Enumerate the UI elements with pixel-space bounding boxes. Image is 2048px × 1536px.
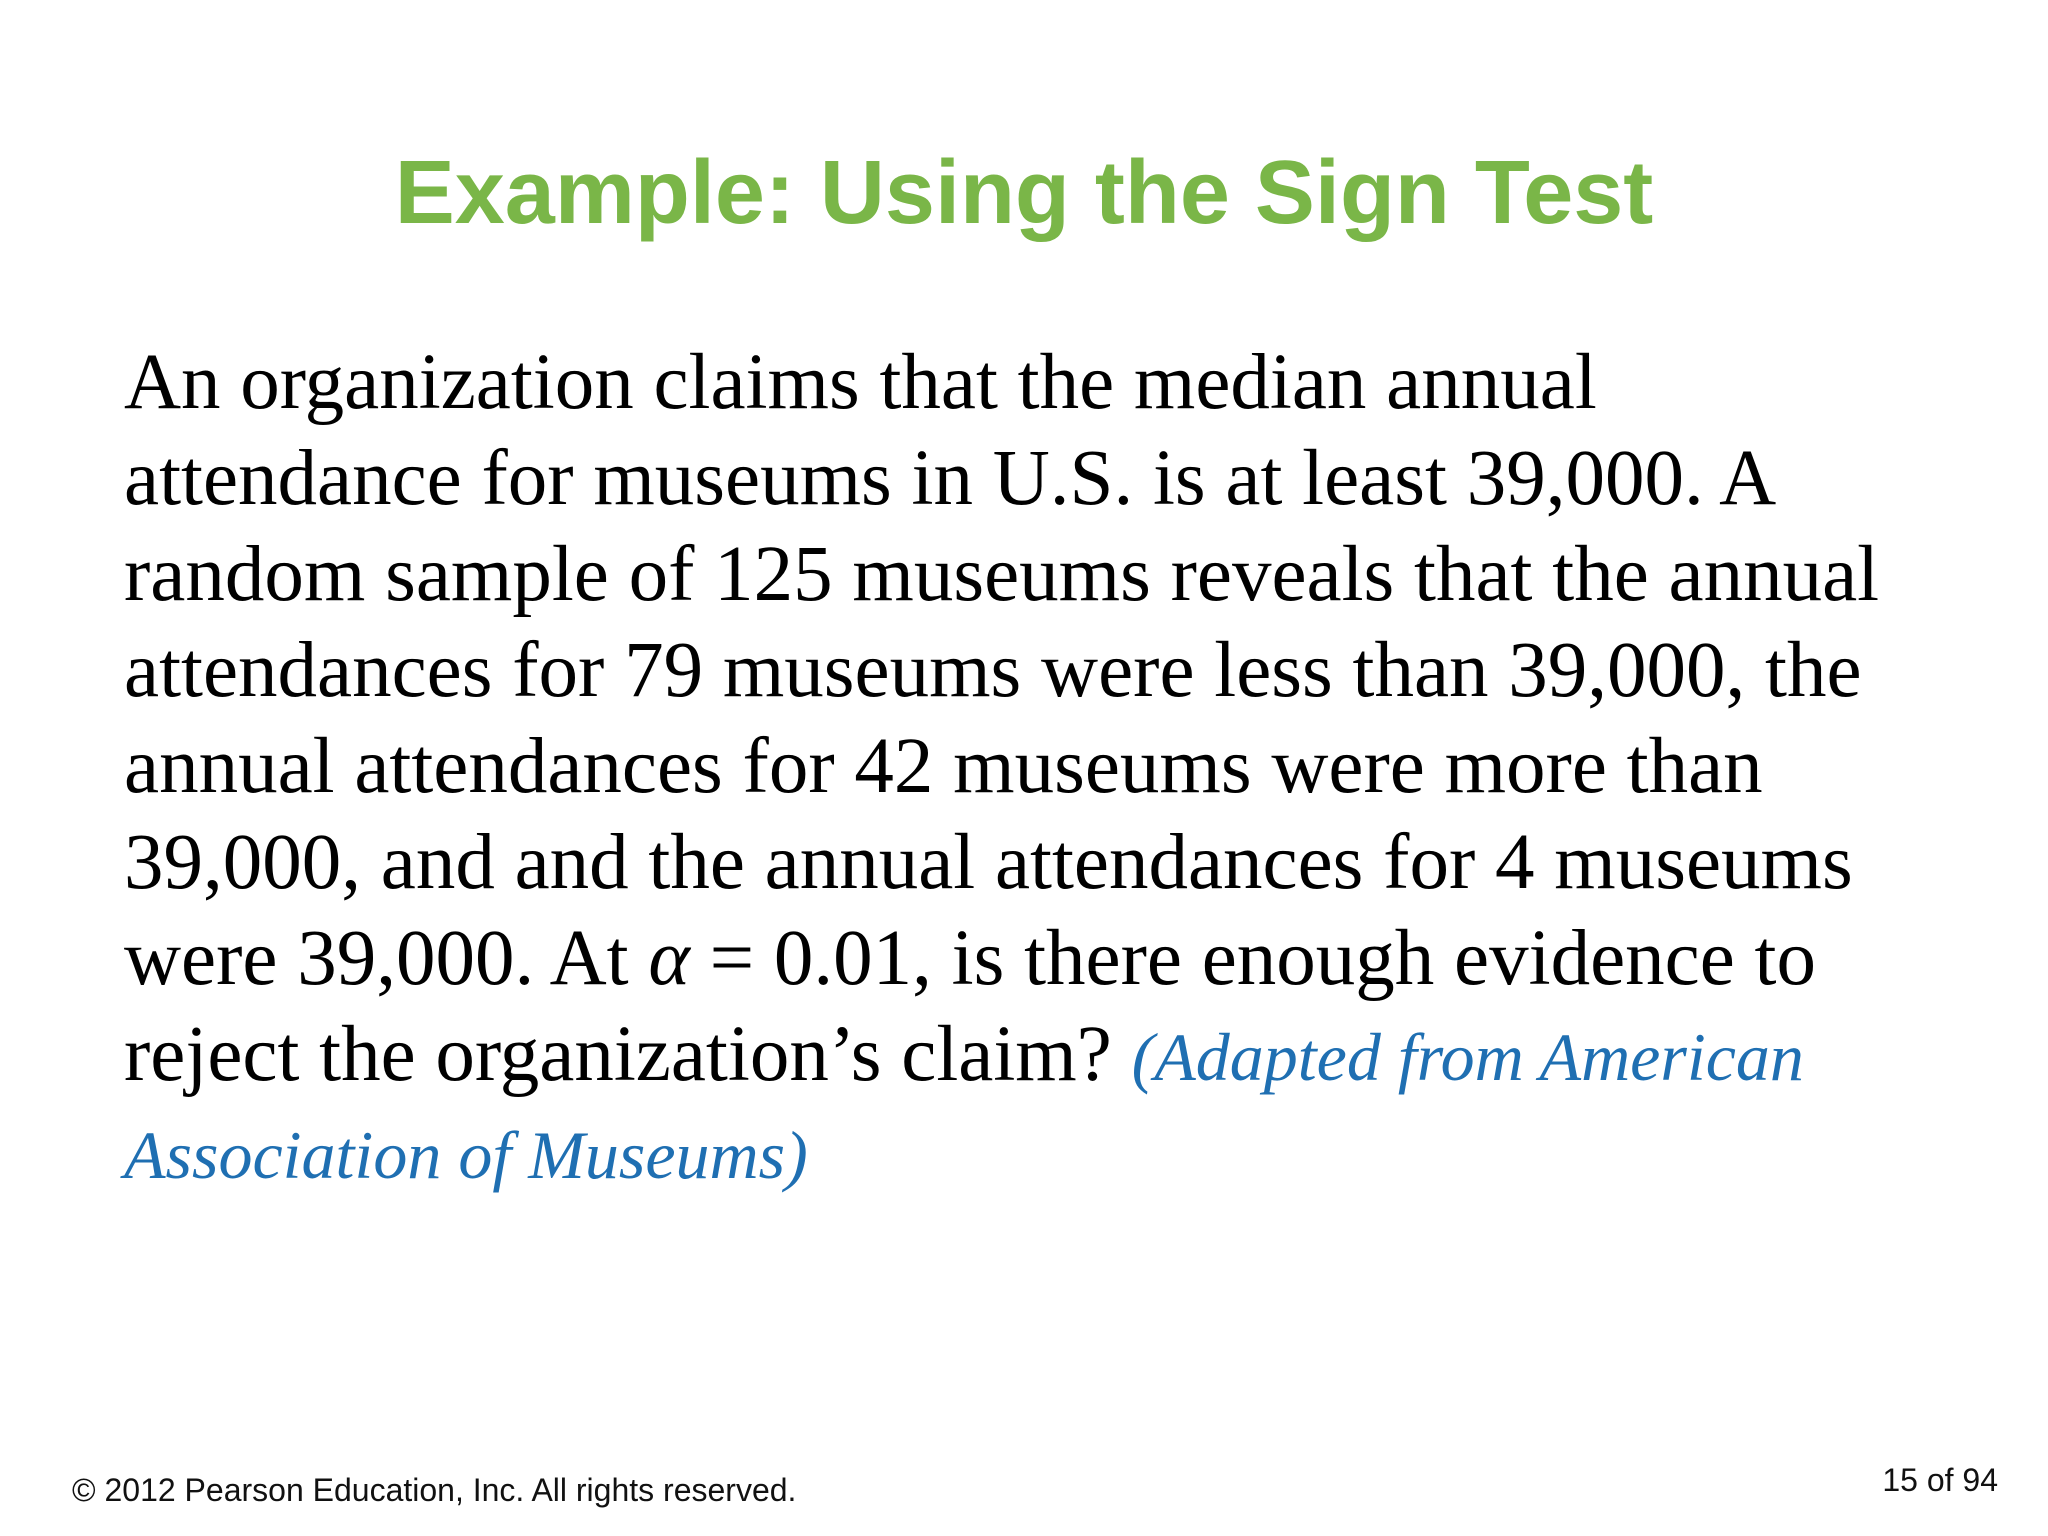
problem-statement [124,335,1944,1203]
page-indicator: 15 of 94 [1882,1462,1998,1498]
source-citation: (Adapted from American Association of Museums) [124,1019,1804,1193]
alpha-symbol: α [648,915,690,1002]
problem-text-part2: = 0.01, is there enough evidence to reject the organization’s claim? [124,915,1816,1098]
copyright-notice: © 2012 Pearson Education, Inc. All rights reserved. [72,1472,797,1508]
problem-text-part1: An organization claims that the median annual attendance for museums in U.S. is at least 39,000. A random sample of 125 museums reveals that the annual attendances for 79 museums were less than 39,000, the annual attendances for 42 museums were more than 39,000, and and the annual attendances for 4 museums were 39,000. At [124,339,1880,1002]
slide-title: Example: Using the Sign Test [394,143,1654,243]
